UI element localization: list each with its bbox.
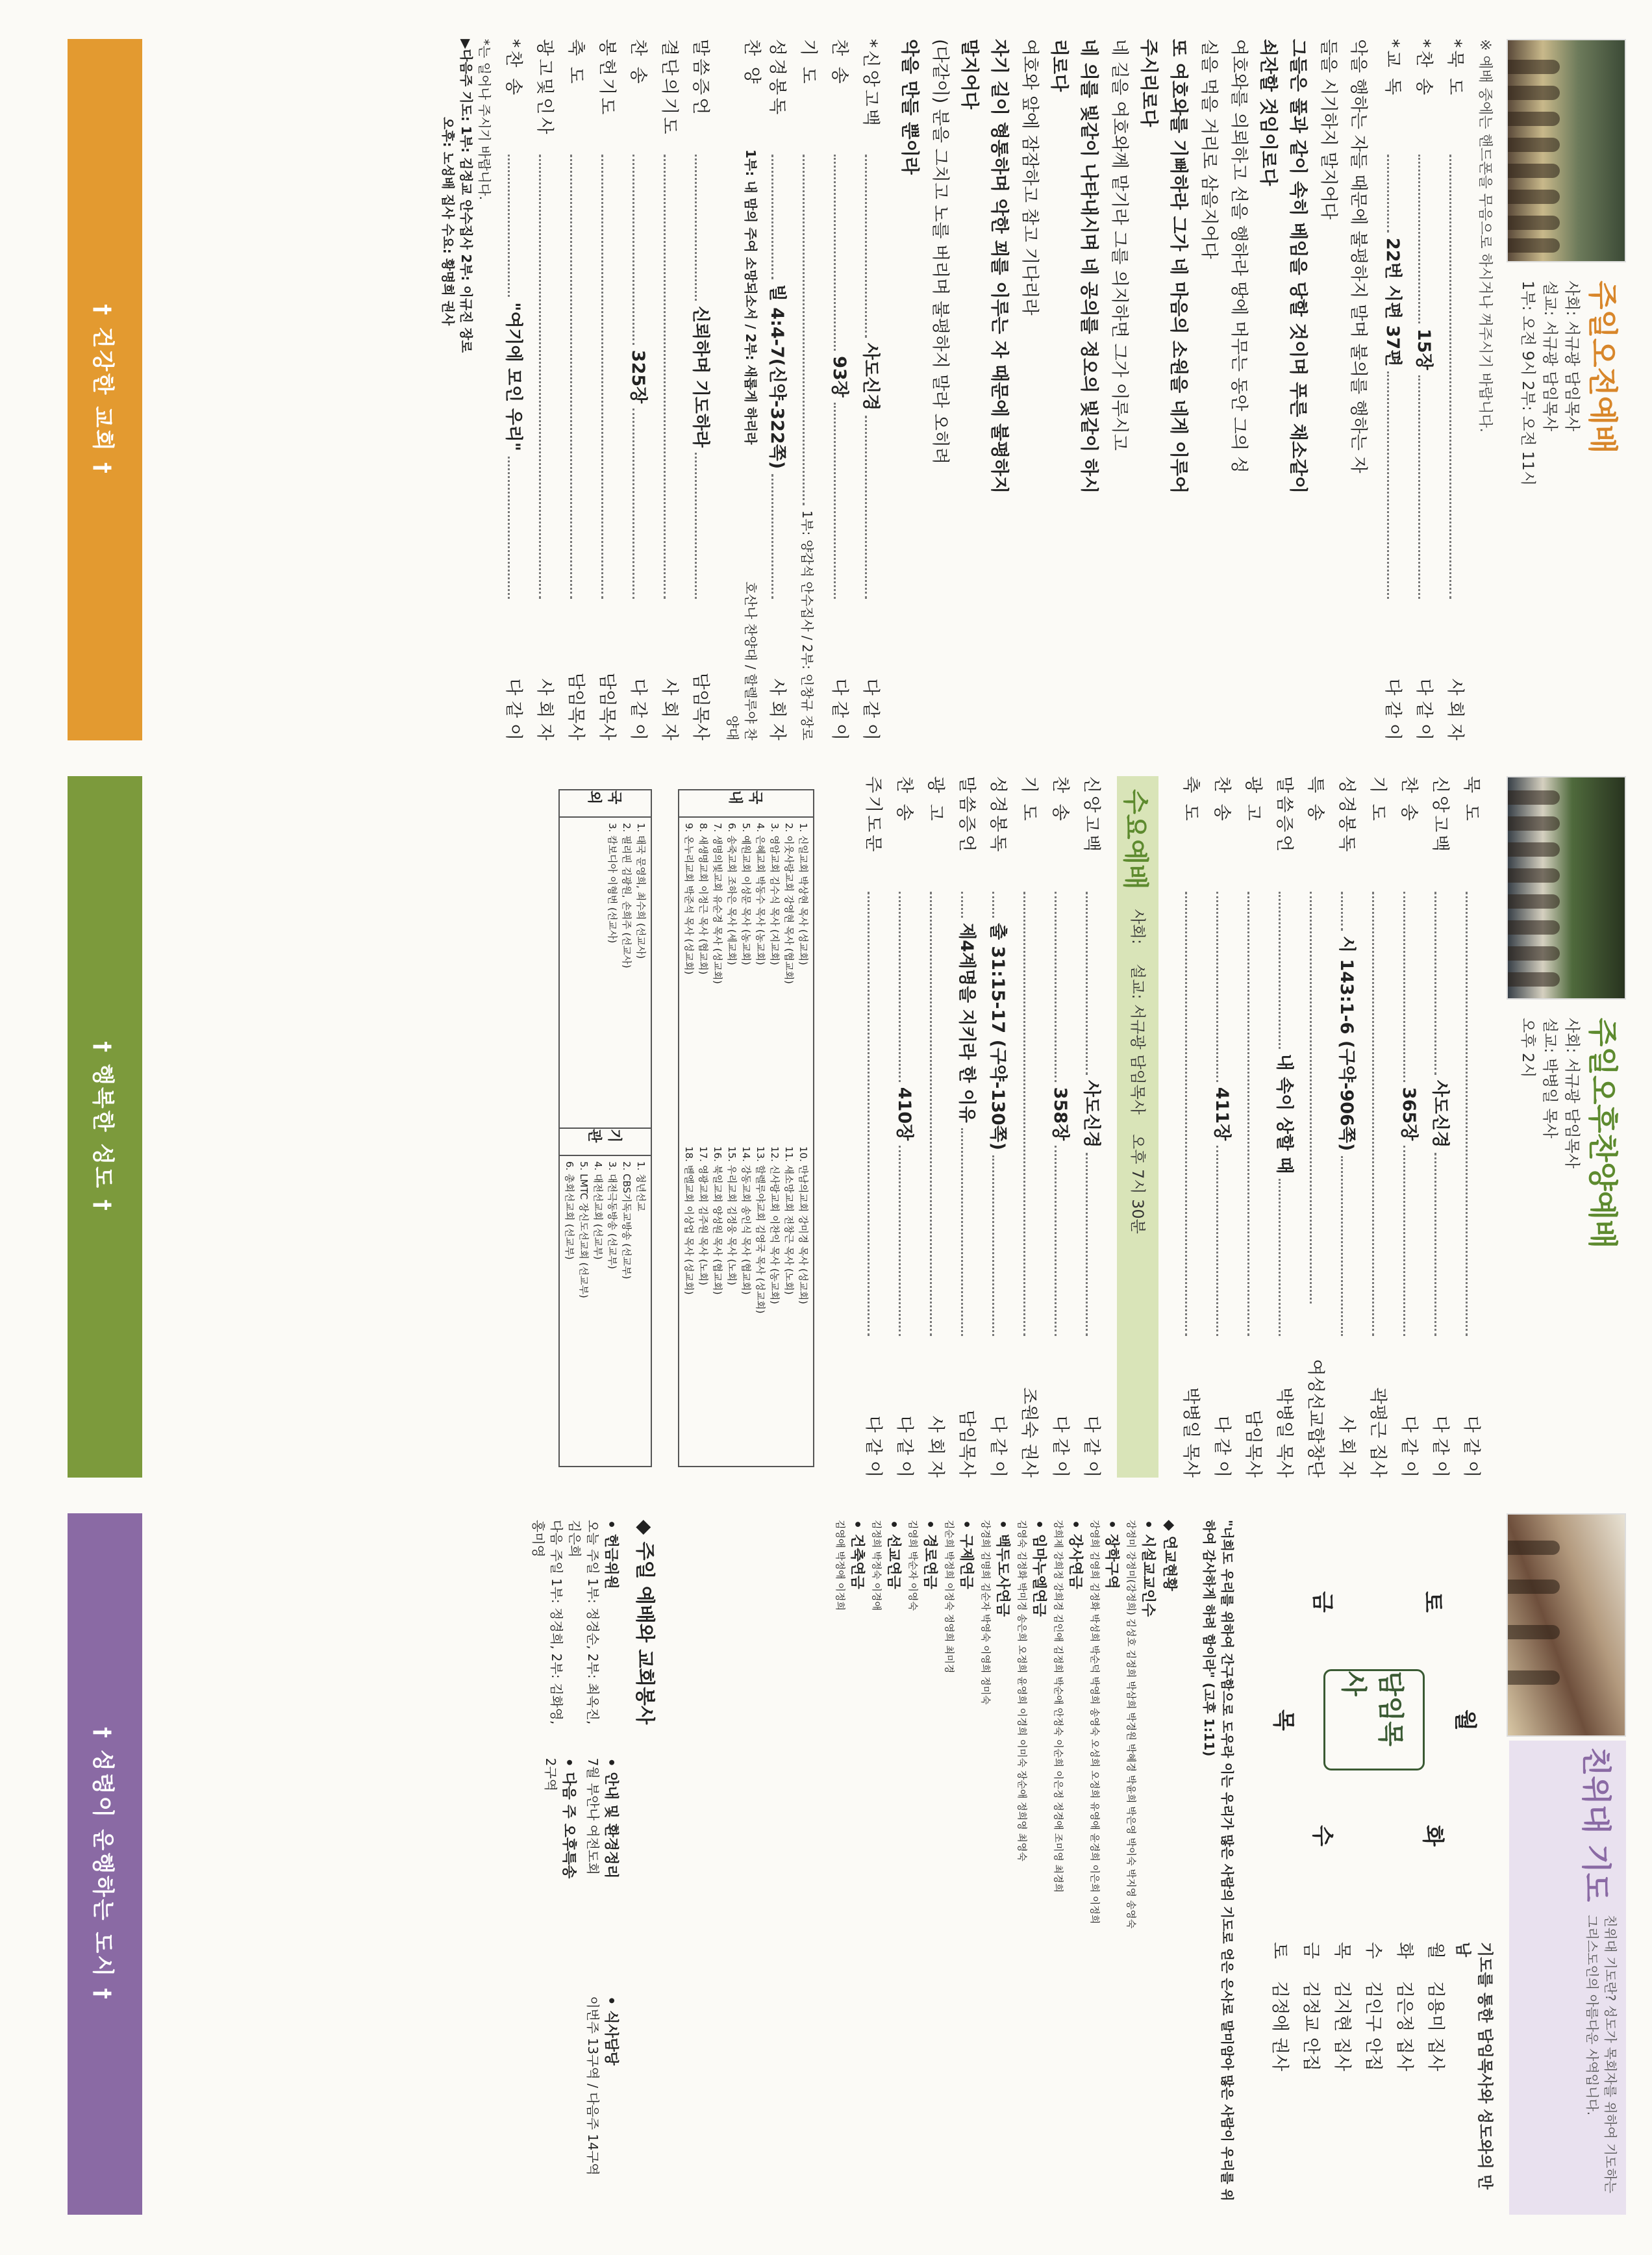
- row-sermon: 말씀증언 신뢰하며 기도하라 담임목사: [690, 39, 710, 740]
- wed-row: 주기도문 다 같 이: [863, 776, 883, 1478]
- congregation-photo: [1507, 776, 1626, 1000]
- aft-row: 축 도 박병일 목사: [1181, 776, 1201, 1478]
- missions-foreign-list: 1. 태국 문영희, 최수희 (선교사) 2. 필리핀 김광원, 손희주 (선교사) 3. 캄보디아 이형번 (선교사): [607, 823, 647, 968]
- next-prayer: ▶다음주 기도: 1부: 김정교 안수집사 2부: 이규진 장로: [458, 39, 474, 353]
- wednesday-header: [1117, 776, 1158, 1478]
- row-prayer: 기 도 1부: 양갑석 안수집사 / 2부: 인창규 장로: [798, 39, 818, 740]
- roster-row: 화 김은정 집사: [1394, 1942, 1414, 2071]
- lunch-duty: • 식사담당 이번주 13구역 / 다음주 14구역: [585, 1996, 619, 2176]
- diagram-day: 토: [1420, 1591, 1446, 1613]
- afternoon-order: [1175, 776, 1486, 1478]
- diagram-day: 수: [1309, 1825, 1335, 1846]
- prayer-band: † 성령이 운행하는 도시 †: [68, 1513, 142, 2215]
- afternoon-wednesday-panel: [68, 776, 1626, 1478]
- row-silent-prayer: *묵 도 사 회 자: [1445, 39, 1465, 740]
- wed-row: 광 고 사 회 자: [925, 776, 945, 1478]
- status-section: ◆ 연교현황 • 시설교교인수 강정미 강정미(강정희) 김성호 김정희 박삼희 박경원 박혜경 박윤희 박은영 박이숙 박지영 송영숙 • 장학구역 강영희 김영희 김정화 박성희 박순덕 박영희 송영숙 오성희 오정희 유영애 윤경희 이은희 이정희 • 강사연금 강희제 강희정 강희경 김인애 김정희 박순애 안정숙 이순희 이은정 정경애 조미영 최경희 • 임마누엘연금 김영숙 김정화 박미경 송은희 오정희 윤영희 이경희 이미숙 장순애 정희영 최영숙 • 백두도사연금 강경희 김명희 김순자 박영숙 이영희 정미숙 • 구제연금 김순희 박정희 이정숙 정영희 최미경 • 경로연금 김영희 박순자 이영숙 • 선교연금 김정희 박정숙 이경애 • 건축연금 김영애 박정애 이정희: [833, 1520, 1184, 2208]
- afternoon-preacher: 설교: 박병일 목사: [1541, 1018, 1559, 1139]
- aft-row: 신앙고백 사도신경 다 같 이: [1430, 776, 1450, 1478]
- choir-photo: [1507, 39, 1626, 262]
- wednesday-time: 오후 7시 30분: [1129, 1134, 1147, 1234]
- afternoon-title: 주일오후찬양예배: [1585, 1018, 1620, 1249]
- wed-row: 기 도 조원숙 권사: [1019, 776, 1039, 1478]
- row-offering-prayer: 봉헌기도 담임목사: [597, 39, 617, 740]
- wednesday-band: † 행복한 성도 †: [68, 776, 142, 1478]
- row-resolve-prayer: 결단의기도 사 회 자: [659, 39, 679, 740]
- guide-committee: • 안내 및 환경정리 7월 부안나 여전도회 • 다음 주 오후특송 2구역: [543, 1757, 619, 1879]
- aft-row: 광 고 담임목사: [1243, 776, 1263, 1478]
- missions-foreign-table: [558, 789, 652, 1467]
- prayer-subtitle: 기도를 통한 담임목사와 성도와의 만남: [1454, 1942, 1494, 2190]
- wed-row: 성경봉독 출 31:15-17 (구약-130쪽) 다 같 이: [988, 776, 1008, 1478]
- wed-row: 찬 송 410장 다 같 이: [894, 776, 914, 1478]
- fellowship-photo: [1507, 1513, 1626, 1737]
- row-creed: *신앙고백 사도신경 다 같 이: [860, 39, 881, 740]
- roster-row: 월 김용미 집사: [1425, 1942, 1446, 2071]
- diagram-day: 월: [1452, 1709, 1478, 1731]
- aft-row: 성경봉독 시 143:1-6 (구약-906쪽) 사 회 자: [1336, 776, 1357, 1478]
- roster-row: 토 김정애 권사: [1270, 1942, 1290, 2071]
- afternoon-host: 사회: 서규광 담임목사: [1563, 1018, 1581, 1168]
- prayer-intro: 친위대 기도란? 성도가 목회자를 위하여 기도하는 그리스도인의 아름다운 사역입니다.: [1584, 1915, 1618, 2194]
- roster-row: 목 김지현 집사: [1332, 1942, 1352, 2071]
- row-anthem: 찬 양 1부: 내 맘의 주여 소망되소서 / 2부: 새롭게 하리라 호산나 찬양대 / 할렐루야 찬양대: [725, 39, 762, 740]
- row-hymn-3: 찬 송 325장 다 같 이: [628, 39, 648, 740]
- row-announcements: 광고및인사 사 회 자: [534, 39, 555, 740]
- missions-foreign-label: 국외: [560, 790, 651, 818]
- morning-title-block: [1509, 273, 1626, 486]
- morning-preacher: 설교: 서규광 담임목사: [1541, 281, 1559, 431]
- roster-row: 금 김정교 안집: [1301, 1942, 1321, 2071]
- morning-order-bottom: [439, 39, 886, 740]
- aft-row: 특 송 여성선교합창단: [1305, 776, 1325, 1478]
- missions-org-label: 기관: [560, 1128, 651, 1156]
- morning-band: † 건강한 교회 †: [68, 39, 142, 740]
- prayer-roster: [1264, 1942, 1451, 2202]
- wednesday-host: 사회:: [1129, 909, 1147, 945]
- aft-row: 말씀증언 내 속이 상할 때 박병일 목사: [1274, 776, 1294, 1478]
- row-scripture: 성경봉독 빌 4:4-7(신약-322쪽) 사 회 자: [767, 39, 787, 740]
- wed-row: 신앙고백 사도신경 다 같 이: [1081, 776, 1101, 1478]
- diagram-day: 금: [1309, 1591, 1335, 1613]
- wed-row: 말씀증언 제4계명을 지키라 한 이유 담임목사: [957, 776, 977, 1478]
- row-responsive-reading: *교 독 22번 시편 37편 다 같 이: [1383, 39, 1403, 740]
- row-hymn-2: 찬 송 93장 다 같 이: [829, 39, 849, 740]
- prayer-news-panel: [68, 1513, 1626, 2215]
- aft-row: 묵 도 다 같 이: [1461, 776, 1481, 1478]
- prayer-title-block: [1509, 1741, 1626, 2215]
- morning-service-panel: [68, 39, 1626, 740]
- aft-row: 찬 송 365장 다 같 이: [1399, 776, 1419, 1478]
- weekly-offering-title: ◆ 주일 예배와 교회봉사: [633, 1520, 656, 1725]
- next-prayer-2: 오후: 노성배 집사 수요: 황명희 권사: [440, 117, 456, 326]
- missions-table: [678, 789, 814, 1467]
- row-benediction: 축 도 담임목사: [566, 39, 586, 740]
- stand-note: *는 일어나 주시기 바랍니다.: [477, 39, 492, 200]
- morning-order-top: [1377, 39, 1470, 740]
- prayer-diagram: [1256, 1539, 1490, 1903]
- row-hymn-4: *찬 송 "여기에 모인 우리" 다 같 이: [503, 39, 523, 740]
- morning-times: 1부: 오전 9시 2부: 오전 11시: [1519, 281, 1537, 486]
- morning-title: 주일오전예배: [1585, 281, 1620, 454]
- wednesday-preacher: 설교: 서규광 담임목사: [1129, 964, 1147, 1115]
- roster-row: 수 김인구 안집: [1363, 1942, 1383, 2071]
- morning-host: 사회: 서규광 담임목사: [1563, 281, 1581, 431]
- missions-org-list: 1. 청년선교 2. CBS기독교방송 (선교부) 3. 대전극동방송 (선교부) 4. 대전선교회 (선교부) 5. LMTC 장신도선교회 (선교부) 6. 총회선교회 (선교부): [564, 1161, 647, 1298]
- prayer-title: 친위대 기도: [1579, 1747, 1614, 1902]
- missions-domestic-list: 1. 신일교회 박상현 목사 (성교회) 2. 이웃사랑교회 강영현 목사 (협교회) 3. 영암교회 김수식 목사 (지교회) 4. 은혜교회 박동수 목사 (농교회) 5. 예원교회 이성문 목사 (농교회) 6. 송죽교회 조하은 목사 (세교회) 7. 생명의빛교회 유순경 목사 (성교회) 8. 새생명교회 이정근 목사 (협교회) 9. 온누리교회 박준석 목사 (성교회) 10. 만남의교회 강미경 목사 (성교회) 11. 새소망교회 전창근 목사 (노회) 12. 신사랑교회 이찬익 목사 (농교회) 13. 할렐루야교회 김영국 목사 (성교회) 14. 강동교회 송인식 목사 (협교회) 15. 우리교회 김정웅 목사 (노회) 16. 북일교회 양성원 목사 (협교회) 17. 영광교회 김주원 목사 (노회) 18. 벧엘교회 이상업 목사 (성교회): [683, 823, 809, 1314]
- missions-domestic-label: 국내: [679, 790, 813, 818]
- aft-row: 기 도 곽평근 집사: [1368, 776, 1388, 1478]
- wednesday-title: 수요예배: [1120, 789, 1151, 890]
- wed-row: 찬 송 358장 다 같 이: [1050, 776, 1070, 1478]
- diagram-day: 화: [1420, 1825, 1446, 1846]
- afternoon-title-block: [1509, 1010, 1626, 1249]
- phone-notice: ※ 예배 중에는 핸드폰을 무음으로 하시거나 꺼주시기 바랍니다.: [1477, 39, 1493, 433]
- afternoon-time: 오후 2시: [1519, 1018, 1537, 1078]
- status-title: ◆ 연교현황: [1161, 1520, 1177, 1591]
- pastor-center: 담임목사: [1323, 1669, 1425, 1770]
- wednesday-order: [857, 776, 1107, 1478]
- row-hymn: *찬 송 15장 다 같 이: [1414, 39, 1434, 740]
- offering-committee: • 헌금위원 오늘 주일 1부: 정경순, 2부: 최옥진, 김은희 다음 주일 1부: 정경희, 2부: 김화영, 홍미영: [531, 1520, 619, 1725]
- responsive-reading-text: 악을 행하는 자들 때문에 불평하지 말며 불의를 행하는 자 들을 시기하지 말지어다 그들은 풀과 같이 속히 베임을 당할 것이며 푸른 채소같이 쇠잔할 것임이로다 여호와를 의뢰하고 선을 행하라 땅에 머무는 동안 그의 성 실을 먹을 거리로 삼을지어다 또 여호와를 기뻐하라 그가 네 마음의 소원을 네게 이루어 주시리로다 네 길을 여호와께 맡기라 그를 의지하면 그가 이루시고 네 의를 빛같이 나타내시며 네 공의를 정오의 빛같이 하시 리로다 여호와 앞에 잠잠하고 참고 기다리라 자기 길이 형통하며 악한 꾀를 이루는 자 때문에 불평하지 말지어다 (다같이) 분을 그치고 노를 버리며 불평하지 말라 오히려 악을 만들 뿐이라: [899, 39, 1368, 494]
- diagram-day: 목: [1270, 1709, 1296, 1731]
- prayer-verse: "너희도 우리를 위하여 간구함으로 도우라 이는 우리가 많은 사람의 기도로 얻은 은사로 말미암아 많은 사람이 우리를 위하여 감사하게 하려 함이라" (고후 1:11): [1201, 1520, 1235, 2202]
- service-duty-section: [529, 1520, 665, 2208]
- aft-row: 찬 송 411장 다 같 이: [1212, 776, 1232, 1478]
